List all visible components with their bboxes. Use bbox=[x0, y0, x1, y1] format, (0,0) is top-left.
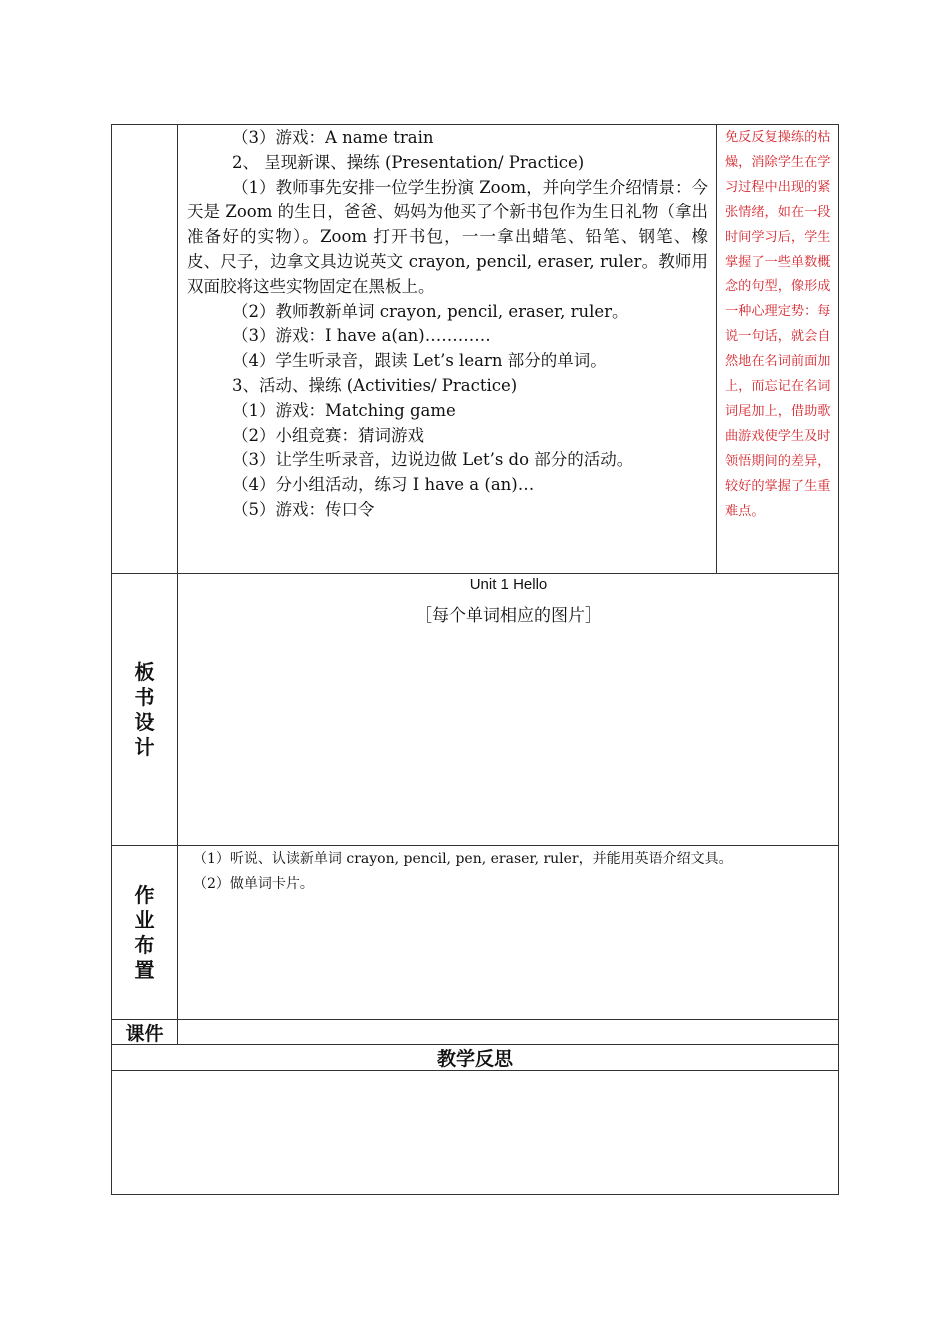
procedure-line: （2）小组竞赛：猜词游戏 bbox=[232, 425, 424, 445]
board-design-label bbox=[112, 574, 178, 845]
board-design-row bbox=[111, 573, 839, 845]
label-char: 置 bbox=[134, 957, 155, 982]
homework-label bbox=[112, 846, 178, 1019]
procedure-line: 2、 呈现新课、操练 (Presentation/ Practice) bbox=[232, 152, 585, 172]
procedure-line: （4）分小组活动，练习 I have a (an)… bbox=[232, 475, 535, 495]
design-intent-note: 免反反复操练的枯燥，消除学生在学习过程中出现的紧张情绪，如在一段时间学习后，学生掌握了一些单数概念的句型，像形成一种心理定势：每说一句话，就会自然地在名词前面加上，而忘记在名词词尾加上，借助歌曲游戏使学生及时领悟期间的差异，较好的掌握了生重难点。 bbox=[716, 125, 838, 573]
homework-row bbox=[111, 845, 839, 1019]
procedure-line: （3）游戏：A name train bbox=[232, 128, 434, 147]
procedure-line: （4）学生听录音，跟读 Let’s learn 部分的单词。 bbox=[232, 351, 607, 371]
procedure-row bbox=[111, 124, 839, 573]
label-char: 计 bbox=[134, 734, 155, 759]
reflection-body[interactable] bbox=[111, 1070, 839, 1195]
label-char: 书 bbox=[134, 684, 155, 709]
label-char: 作 bbox=[134, 882, 155, 907]
homework-label-text bbox=[135, 883, 155, 983]
label-char: 设 bbox=[134, 709, 155, 734]
courseware-label: 课件 bbox=[112, 1020, 178, 1044]
label-char: 布 bbox=[134, 932, 155, 957]
procedure-line: （3）让学生听录音，边说边做 Let’s do 部分的活动。 bbox=[232, 450, 634, 470]
procedure-line: （1）游戏：Matching game bbox=[232, 400, 456, 420]
procedure-line: （2）教师教新单词 crayon, pencil, eraser, ruler。 bbox=[232, 301, 629, 321]
procedure-line: （5）游戏：传口令 bbox=[232, 499, 375, 519]
homework-content bbox=[179, 846, 838, 1019]
homework-item: （1）听说、认读新单词 crayon, pencil, pen, eraser, ruler，并能用英语介绍文具。 bbox=[193, 851, 733, 867]
label-char: 板 bbox=[134, 659, 155, 684]
board-subtitle: ［每个单词相应的图片］ bbox=[415, 606, 602, 626]
procedure-label-cell bbox=[112, 125, 178, 573]
courseware-row bbox=[111, 1019, 839, 1044]
procedure-content bbox=[179, 125, 716, 573]
procedure-line: （1）教师事先安排一位学生扮演 Zoom，并向学生介绍情景：今天是 Zoom 的生日，爸爸、妈妈为他买了个新书包作为生日礼物（拿出准备好的实物）。Zoom 打开书包，一一拿出蜡笔、铅笔、钢笔、橡皮、尺子，边拿文具边说英文 crayon, pencil, eraser, ruler。教师用双面胶将这些实物固定在黑板上。 bbox=[187, 177, 708, 296]
procedure-line: 3、活动、操练 (Activities/ Practice) bbox=[232, 375, 518, 395]
board-design-label-text bbox=[135, 660, 155, 760]
board-title: Unit 1 Hello bbox=[469, 576, 548, 593]
board-design-content bbox=[179, 574, 838, 845]
procedure-line: （3）游戏：I have a(an)………… bbox=[232, 326, 491, 346]
reflection-title: 教学反思 bbox=[436, 1048, 513, 1070]
homework-item: （2）做单词卡片。 bbox=[193, 876, 314, 892]
reflection-title-row bbox=[111, 1044, 839, 1070]
label-char: 业 bbox=[134, 907, 155, 932]
